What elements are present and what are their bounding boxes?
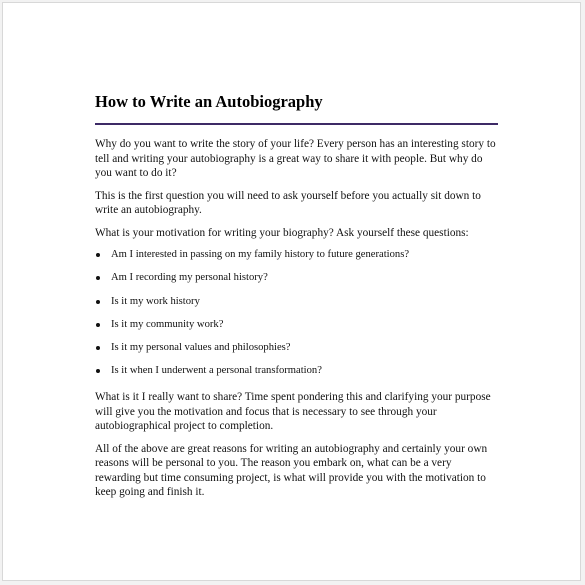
- question-text: Is it my community work?: [111, 318, 224, 330]
- bullet-dot-icon: [96, 300, 100, 304]
- question-item: [95, 341, 500, 355]
- document-title: How to Write an Autobiography: [95, 92, 323, 111]
- bullet-dot-icon: [96, 369, 100, 373]
- intro-paragraph-3: What is your motivation for writing your biography? Ask yourself these questions:: [95, 226, 469, 239]
- question-item: [95, 364, 500, 378]
- document-page: [2, 2, 581, 581]
- question-item: [95, 295, 500, 309]
- bullet-dot-icon: [96, 346, 100, 350]
- question-text: Is it my personal values and philosophies?: [111, 342, 291, 354]
- intro-paragraph-2: This is the first question you will need to ask yourself before you actually sit down to write an autobiography.: [95, 189, 481, 216]
- title-underline-rule: [95, 123, 498, 125]
- question-text: Am I interested in passing on my family history to future generations?: [111, 249, 410, 260]
- question-text: Is it when I underwent a personal transformation?: [111, 365, 322, 377]
- outro-paragraph-1: What is it I really want to share? Time spent pondering this and clarifying your purpose will give you the motivation and focus that is necessary to see through your autobiographical project to completion.: [95, 391, 491, 433]
- intro-paragraph-1: Why do you want to write the story of your life? Every person has an interesting story to tell and writing your autobiography is a great way to share it with people. But why do you want to do it?: [95, 138, 496, 179]
- question-item: [95, 318, 500, 332]
- question-item: [95, 271, 500, 285]
- bullet-dot-icon: [96, 253, 100, 257]
- bullet-dot-icon: [96, 276, 100, 280]
- question-list: [95, 248, 500, 378]
- question-text: Is it my work history: [111, 295, 200, 307]
- document-content: [95, 91, 500, 508]
- outro-paragraph-2: All of the above are great reasons for writing an autobiography and certainly your own reasons will be personal to you. The reason you embark on, what can be a very rewarding but time consuming project, is what will provide you with the motivation to keep going and finish it.: [95, 442, 488, 499]
- bullet-dot-icon: [96, 323, 100, 327]
- question-item: [95, 248, 500, 262]
- question-text: Am I recording my personal history?: [111, 272, 268, 284]
